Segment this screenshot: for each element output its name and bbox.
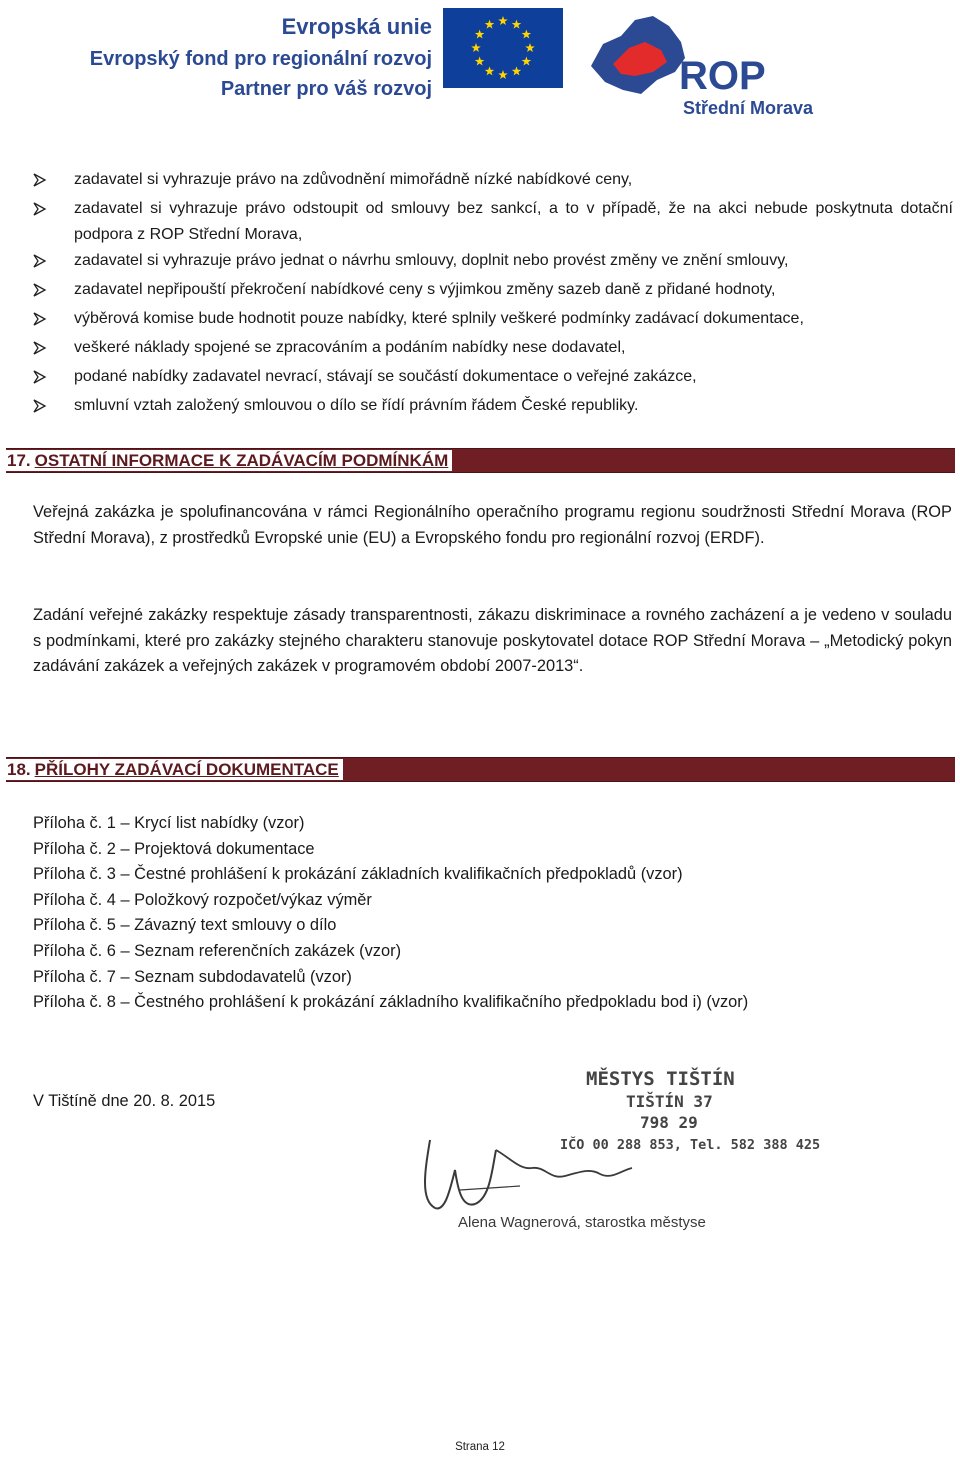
stamp-line-2: TIŠTÍN 37 bbox=[626, 1092, 713, 1111]
eu-fund-name: Evropský fond pro regionální rozvoj bbox=[89, 48, 432, 70]
annex-item: Příloha č. 1 – Krycí list nabídky (vzor) bbox=[33, 814, 305, 832]
section-17-heading bbox=[6, 448, 955, 473]
arrow-bullet-icon bbox=[33, 364, 74, 393]
rop-subtitle: Střední Morava bbox=[683, 98, 814, 118]
eu-slogan: Partner pro váš rozvoj bbox=[220, 78, 432, 100]
signatory-name: Alena Wagnerová, starostka městyse bbox=[458, 1214, 706, 1231]
stamp-line-4: IČO 00 288 853, Tel. 582 388 425 bbox=[560, 1137, 821, 1153]
annex-item: Příloha č. 3 – Čestné prohlášení k prokázání základních kvalifikačních předpokladů (vzor) bbox=[33, 865, 683, 884]
annex-item: Příloha č. 7 – Seznam subdodavatelů (vzor) bbox=[33, 967, 352, 986]
annex-item: Příloha č. 5 – Závazný text smlouvy o dílo bbox=[33, 916, 337, 935]
conditions-list bbox=[33, 167, 953, 422]
list-item: zadavatel si vyhrazuje právo odstoupit od smlouvy bez sankcí, a to v případě, že na akci nebude poskytnuta dotační podpora z ROP Střední Morava, bbox=[33, 196, 953, 248]
list-item: zadavatel si vyhrazuje právo na zdůvodnění mimořádně nízké nabídkové ceny, bbox=[33, 167, 953, 196]
annex-item: Příloha č. 6 – Seznam referenčních zakázek (vzor) bbox=[33, 941, 402, 960]
annex-item: Příloha č. 2 – Projektová dokumentace bbox=[33, 839, 315, 858]
arrow-bullet-icon bbox=[33, 277, 74, 306]
section-title: OSTATNÍ INFORMACE K ZADÁVACÍM PODMÍNKÁM bbox=[34, 451, 449, 470]
list-item: podané nabídky zadavatel nevrací, stávají se součástí dokumentace o veřejné zakázce, bbox=[33, 364, 953, 393]
arrow-bullet-icon bbox=[33, 393, 74, 422]
eu-title: Evropská unie bbox=[281, 14, 432, 39]
section-number: 17. bbox=[7, 451, 31, 470]
region-map-icon bbox=[583, 6, 693, 106]
section-17-paragraph-1: Veřejná zakázka je spolufinancována v rámci Regionálního operačního programu regionu soudržnosti Střední Morava (ROP Střední Morava), z prostředků Evropské unie (EU) a Evropského fondu pro regionální rozvoj (ERDF). bbox=[33, 503, 952, 547]
place-and-date: V Tištíně dne 20. 8. 2015 bbox=[33, 1092, 216, 1110]
arrow-bullet-icon bbox=[33, 167, 74, 196]
section-17-paragraph-2: Zadání veřejné zakázky respektuje zásady transparentnosti, zákazu diskriminace a rovného zacházení a je vedeno v souladu s podmínkami, které pro zakázky stejného charakteru stanovuje poskytovatel dotace ROP Střední Morava – „Metodický pokyn zadávání zakázek a veřejných zakázek v programovém období 2007-2013“. bbox=[33, 606, 952, 675]
arrow-bullet-icon bbox=[33, 196, 74, 248]
annex-item: Příloha č. 4 – Položkový rozpočet/výkaz výměr bbox=[33, 890, 372, 909]
list-item: zadavatel nepřipouští překročení nabídkové ceny s výjimkou změny sazeb daně z přidané hodnoty, bbox=[33, 277, 953, 306]
list-item: zadavatel si vyhrazuje právo jednat o návrhu smlouvy, doplnit nebo provést změny ve znění smlouvy, bbox=[33, 248, 953, 277]
stamp-line-3: 798 29 bbox=[640, 1113, 698, 1132]
arrow-bullet-icon bbox=[33, 306, 74, 335]
annex-list bbox=[33, 811, 748, 1016]
page-header bbox=[0, 0, 960, 130]
list-item: veškeré náklady spojené se zpracováním a podáním nabídky nese dodavatel, bbox=[33, 335, 953, 364]
arrow-bullet-icon bbox=[33, 335, 74, 364]
arrow-bullet-icon bbox=[33, 248, 74, 277]
annex-item: Příloha č. 8 – Čestného prohlášení k prokázání základního kvalifikačního předpokladu bod i) (vzor) bbox=[33, 993, 749, 1012]
rop-title: ROP bbox=[679, 54, 766, 98]
eu-flag-icon bbox=[443, 8, 563, 88]
section-title: PŘÍLOHY ZADÁVACÍ DOKUMENTACE bbox=[34, 760, 339, 779]
rop-logo bbox=[583, 6, 843, 124]
section-18-heading bbox=[6, 757, 955, 782]
list-item: smluvní vztah založený smlouvou o dílo se řídí právním řádem České republiky. bbox=[33, 393, 953, 422]
handwritten-signature bbox=[400, 1130, 820, 1280]
stamp-line-1: MĚSTYS TIŠTÍN bbox=[586, 1068, 735, 1090]
page-number: Strana 12 bbox=[455, 1441, 505, 1453]
section-number: 18. bbox=[7, 760, 31, 779]
list-item: výběrová komise bude hodnotit pouze nabídky, které splnily veškeré podmínky zadávací dokumentace, bbox=[33, 306, 953, 335]
